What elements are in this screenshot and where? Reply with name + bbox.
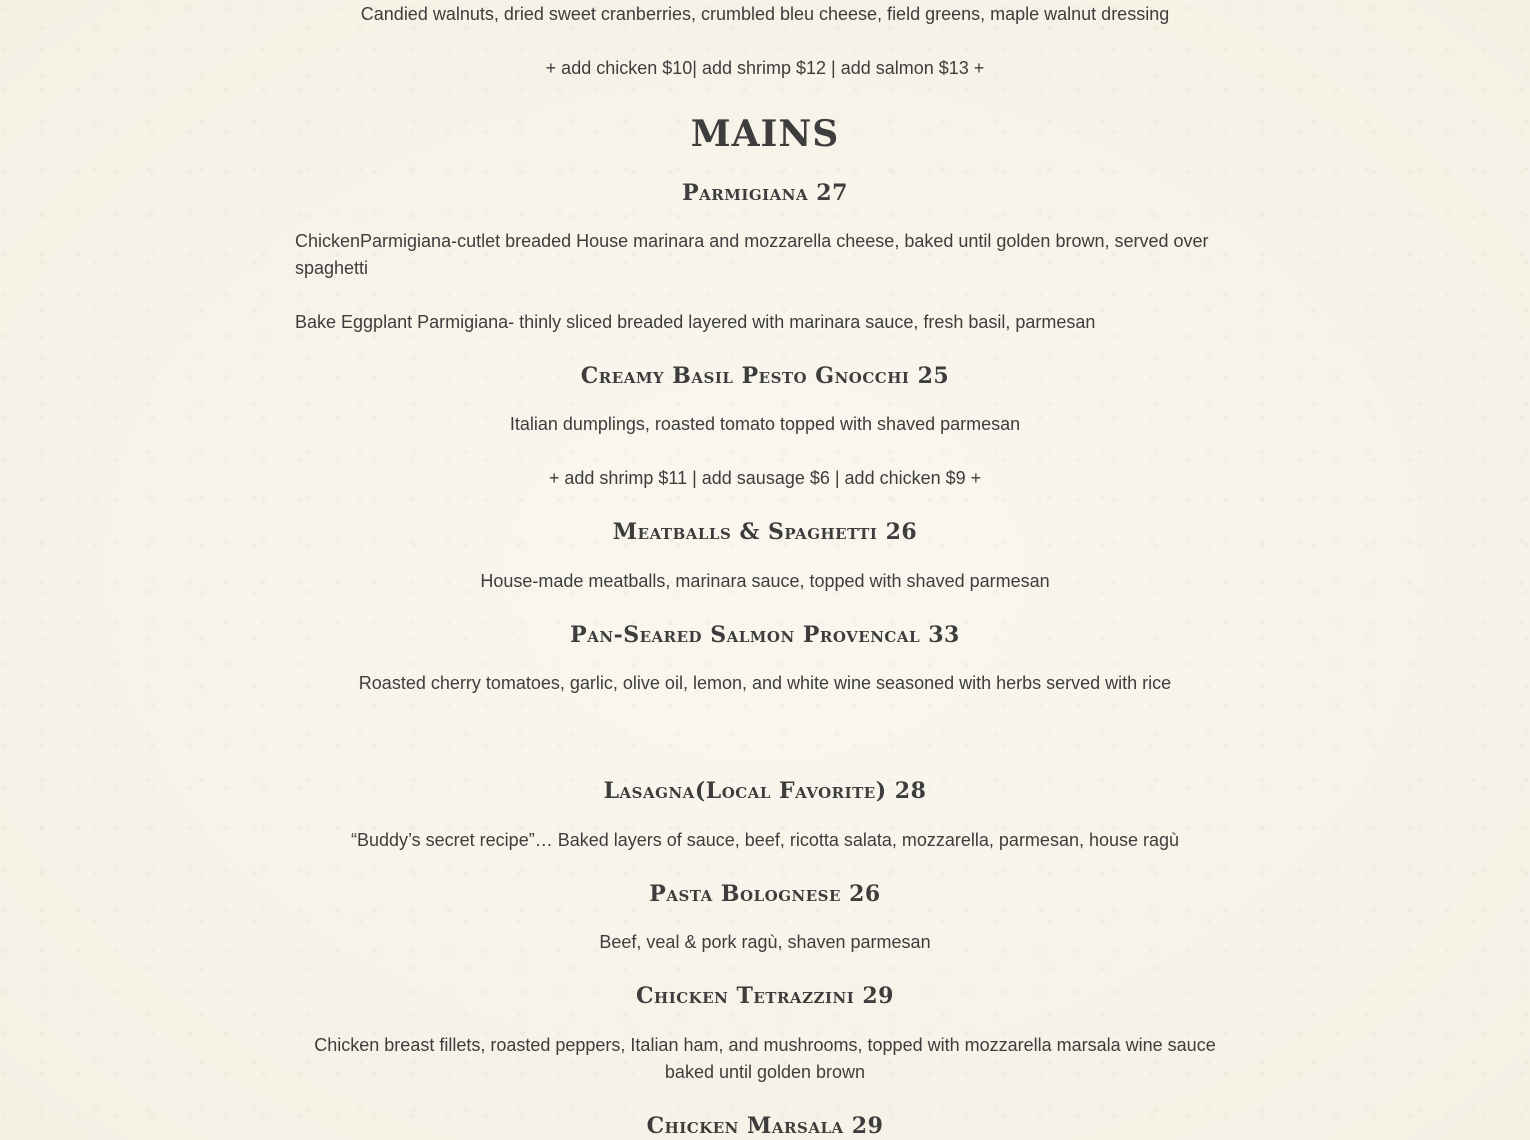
dish-addons-pesto-gnocchi: + add shrimp $11 | add sausage $6 | add chicken $9 +: [548, 468, 982, 488]
dish-title-salmon-provencal: Pan-Seared Salmon Provencal 33: [570, 622, 960, 648]
dish-title-pasta-bolognese: Pasta Bolognese 26: [649, 881, 881, 907]
salad-description: Candied walnuts, dried sweet cranberries, crumbled bleu cheese, field greens, maple walnut dressing: [360, 4, 1170, 24]
dish-description-lasagna: “Buddy’s secret recipe”… Baked layers of sauce, beef, ricotta salata, mozzarella, parmesan, house ragù: [350, 830, 1180, 850]
dish-description-meatballs-spaghetti: House-made meatballs, marinara sauce, topped with shaved parmesan: [480, 571, 1050, 591]
dish-title-lasagna: Lasagna(Local Favorite) 28: [603, 778, 927, 804]
section-title-mains: MAINS: [690, 113, 840, 155]
dish-title-meatballs-spaghetti: Meatballs & Spaghetti 26: [612, 519, 918, 545]
dish-title-chicken-marsala: Chicken Marsala 29: [646, 1113, 884, 1139]
dish-description-pesto-gnocchi: Italian dumplings, roasted tomato topped with shaved parmesan: [509, 414, 1021, 434]
dish-title-pesto-gnocchi: Creamy Basil Pesto Gnocchi 25: [580, 363, 950, 389]
dish-description-pasta-bolognese: Beef, veal & pork ragù, shaven parmesan: [599, 932, 931, 952]
dish-description-chicken-tetrazzini: Chicken breast fillets, roasted peppers, Italian ham, and mushrooms, topped with mozzarella marsala wine sauce baked until golden brown: [314, 1035, 1216, 1082]
dish-title-chicken-tetrazzini: Chicken Tetrazzini 29: [636, 983, 894, 1009]
dish-description-salmon-provencal: Roasted cherry tomatoes, garlic, olive oil, lemon, and white wine seasoned with herbs served with rice: [358, 673, 1172, 693]
dish-description-eggplant-parmigiana: Bake Eggplant Parmigiana- thinly sliced breaded layered with marinara sauce, fresh basil, parmesan: [295, 312, 1096, 332]
dish-title-parmigiana: Parmigiana 27: [682, 180, 848, 206]
salad-addons: + add chicken $10| add shrimp $12 | add salmon $13 +: [545, 58, 985, 78]
dish-description-chicken-parmigiana: ChickenParmigiana-cutlet breaded House marinara and mozzarella cheese, baked until golden brown, served over spaghetti: [295, 231, 1209, 278]
